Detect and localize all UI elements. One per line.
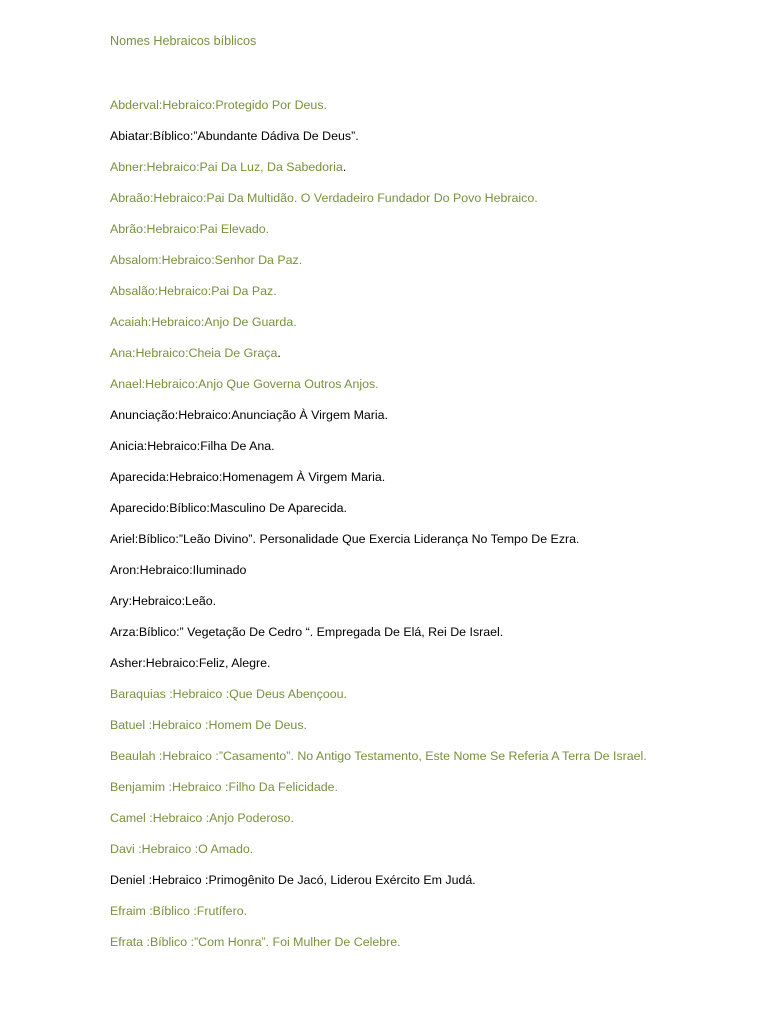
name-entry	[110, 809, 650, 828]
name-entry	[110, 778, 650, 797]
name-entry-text: Aron:Hebraico:Iluminado	[110, 563, 247, 577]
name-entry	[110, 840, 650, 859]
name-entry-text: Anicia:Hebraico:Filha De Ana.	[110, 439, 275, 453]
name-entry-text: Deniel :Hebraico :Primogênito De Jacó, Liderou Exército Em Judá.	[110, 873, 476, 887]
name-entry-text: Ana:Hebraico:Cheia De Graça	[110, 346, 278, 360]
name-entry-text: Acaiah:Hebraico:Anjo De Guarda.	[110, 315, 297, 329]
name-entry	[110, 933, 650, 952]
name-entry	[110, 902, 650, 921]
name-entry	[110, 220, 650, 239]
name-entry-text: Absalão:Hebraico:Pai Da Paz.	[110, 284, 277, 298]
name-entry-text: Camel :Hebraico :Anjo Poderoso.	[110, 811, 294, 825]
name-entry-text: Anunciação:Hebraico:Anunciação À Virgem Maria.	[110, 408, 389, 422]
name-entry	[110, 623, 650, 642]
name-entry	[110, 747, 650, 766]
name-entry-text: Abraão:Hebraico:Pai Da Multidão. O Verdadeiro Fundador Do Povo Hebraico.	[110, 191, 538, 205]
name-entry-text: Batuel :Hebraico :Homem De Deus.	[110, 718, 307, 732]
name-entry-text: Efraim :Bíblico :Frutífero.	[110, 904, 248, 918]
name-entry	[110, 716, 650, 735]
name-entry-text: Absalom:Hebraico:Senhor Da Paz.	[110, 253, 303, 267]
name-entry-text: Arza:Bíblico:” Vegetação De Cedro “. Empregada De Elá, Rei De Israel.	[110, 625, 504, 639]
name-entry	[110, 375, 650, 394]
name-entry	[110, 468, 650, 487]
name-entry-text: Abderval:Hebraico:Protegido Por Deus.	[110, 98, 327, 112]
name-entry	[110, 158, 650, 177]
name-entry-text: Aparecida:Hebraico:Homenagem À Virgem Maria.	[110, 470, 386, 484]
name-entry-text: Asher:Hebraico:Feliz, Alegre.	[110, 656, 271, 670]
name-entry-text: Ariel:Bíblico:”Leão Divino”. Personalidade Que Exercia Liderança No Tempo De Ezra.	[110, 532, 580, 546]
name-entry	[110, 685, 650, 704]
name-entry	[110, 96, 650, 115]
name-entry	[110, 282, 650, 301]
name-entry-text: Aparecido:Bíblico:Masculino De Aparecida.	[110, 501, 347, 515]
name-entry	[110, 530, 650, 549]
name-entry	[110, 127, 650, 146]
name-entry-text: Beaulah :Hebraico :”Casamento”. No Antigo Testamento, Este Nome Se Referia A Terra De Israel.	[110, 749, 647, 763]
name-entry-text: Efrata :Bíblico :”Com Honra”. Foi Mulher De Celebre.	[110, 935, 401, 949]
name-entry	[110, 499, 650, 518]
name-entry	[110, 344, 650, 363]
name-entry-text: Abner:Hebraico:Pai Da Luz, Da Sabedoria	[110, 160, 343, 174]
name-entry-text: Benjamim :Hebraico :Filho Da Felicidade.	[110, 780, 338, 794]
name-entry-text: Abrão:Hebraico:Pai Elevado.	[110, 222, 270, 236]
name-entry	[110, 189, 650, 208]
name-entry-text: Ary:Hebraico:Leão.	[110, 594, 217, 608]
name-entry-text: Baraquias :Hebraico :Que Deus Abençoou.	[110, 687, 347, 701]
name-entry	[110, 592, 650, 611]
name-list	[110, 96, 650, 952]
name-entry-suffix: .	[277, 346, 281, 360]
page-title: Nomes Hebraicos bíblicos	[110, 34, 257, 48]
name-entry-suffix: .	[342, 160, 347, 174]
name-entry	[110, 251, 650, 270]
name-entry	[110, 313, 650, 332]
name-entry-text: Davi :Hebraico :O Amado.	[110, 842, 254, 856]
name-entry-text: Abiatar:Bíblico:”Abundante Dádiva De Deus”.	[110, 129, 359, 143]
name-entry	[110, 654, 650, 673]
name-entry	[110, 406, 650, 425]
name-entry	[110, 437, 650, 456]
name-entry-text: Anael:Hebraico:Anjo Que Governa Outros Anjos.	[110, 377, 379, 391]
name-entry	[110, 871, 650, 890]
name-entry	[110, 561, 650, 580]
